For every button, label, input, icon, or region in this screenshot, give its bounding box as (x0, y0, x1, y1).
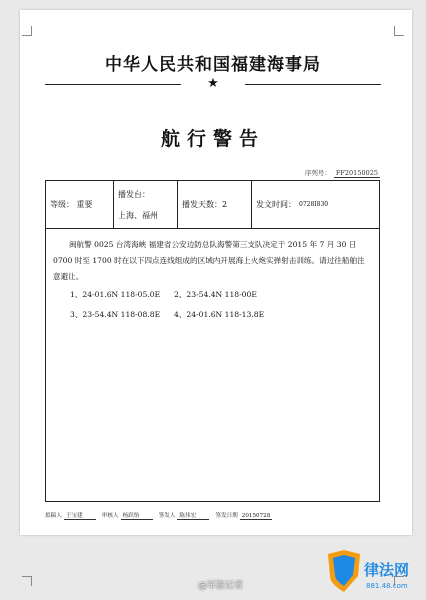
info-header-row (45, 180, 380, 229)
serial-number (305, 168, 380, 177)
coord-point-3: 3、23-54.4N 118-08.8E (70, 310, 161, 319)
issue-date-value: 20150728 (241, 513, 271, 519)
logo-text: 律法网 (364, 561, 410, 579)
logo-url: 881.48.com (366, 582, 408, 590)
coord-row-2 (53, 307, 372, 323)
crop-mark-top-left (22, 26, 32, 36)
warning-body (45, 229, 380, 502)
crop-mark-bottom-left (22, 576, 32, 586)
drafter-field (45, 511, 96, 520)
reviewer-field (102, 511, 153, 520)
signature-footer (45, 511, 380, 520)
grade-text: 等级： 重要 (50, 200, 93, 209)
document-title: 航行警告 (160, 128, 265, 150)
time-value: 0728I830 (299, 201, 329, 208)
issuer-field (159, 511, 210, 520)
weibo-watermark: @军报记者 (198, 581, 244, 591)
time-cell (252, 181, 379, 228)
days-cell (178, 181, 252, 228)
coord-point-1: 1、24-01.6N 118-05.0E (70, 290, 161, 299)
warning-paragraph: 闽航警 0025 台湾海峡 福建省公安边防总队海警第三支队决定于 2015 年 7 月 30 日 0700 时至 1700 时在以下四点连线组成的区域内开展海上火炮实弹射击训练。请过往船舶注意避让。 (53, 240, 365, 281)
issuer-label: 签发人 (158, 513, 176, 519)
days-text: 播发天数：2 (182, 200, 228, 209)
drafter-value: 王宝建 (64, 511, 96, 520)
serial-label: 序列号： (304, 169, 331, 177)
issuer-value: 陈伟宏 (177, 511, 209, 520)
drafter-label: 拟稿人 (45, 513, 62, 519)
reviewer-label: 审核人 (101, 513, 119, 519)
issue-date-label: 签发日期 (215, 513, 238, 519)
organization-name: 中华人民共和国福建海事局 (105, 55, 321, 75)
site-logo (322, 548, 422, 596)
star-icon: ★ (207, 76, 219, 91)
broadcast-value: 上海、福州 (118, 210, 158, 220)
crop-mark-top-right (394, 26, 404, 36)
serial-value: FF20150025 (335, 169, 378, 177)
broadcast-cell (114, 181, 178, 228)
issue-date-field (215, 511, 272, 520)
grade-cell (46, 181, 114, 228)
broadcast-label: 播发台： (118, 189, 150, 199)
header-rule-left (45, 84, 181, 85)
header-rule (45, 76, 381, 91)
header-rule-right (245, 84, 381, 85)
time-label: 发文时间： (256, 200, 296, 209)
coord-row-1 (53, 287, 372, 303)
coord-point-4: 4、24-01.6N 118-13.8E (174, 310, 265, 319)
reviewer-value: 杨跃怡 (121, 511, 153, 520)
coord-point-2: 2、23-54.4N 118-00E (174, 290, 257, 299)
